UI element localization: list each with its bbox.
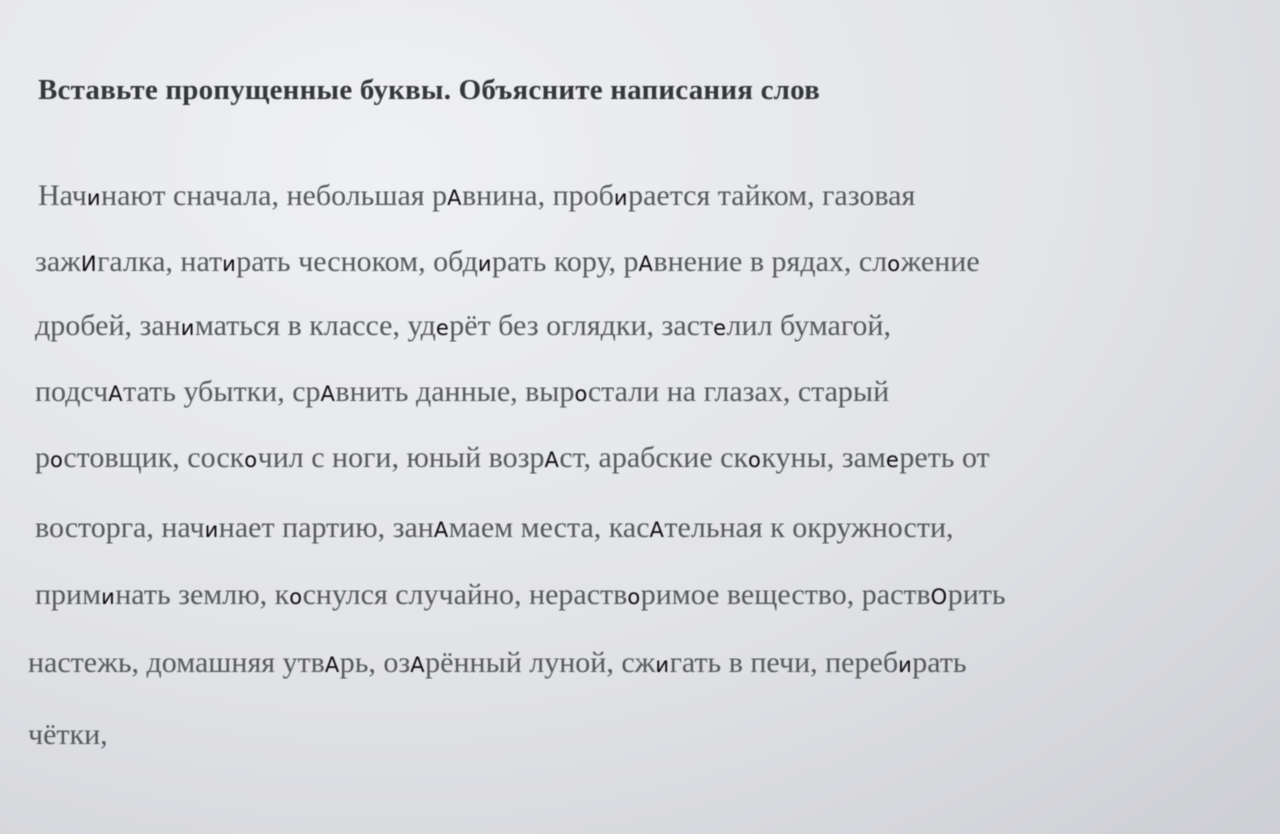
printed-text: настежь, домашняя утв [28, 646, 325, 679]
inserted-letter: И [80, 252, 98, 276]
inserted-letter: и [86, 186, 102, 210]
inserted-letter: о [289, 585, 303, 609]
printed-text: нает партию, зан [218, 511, 434, 544]
printed-text: куны, зам [761, 441, 886, 474]
inserted-letter: и [613, 186, 629, 210]
text-line [38, 179, 915, 213]
printed-text: тать убытки, ср [123, 375, 321, 408]
printed-text: маться в классе, уд [194, 309, 436, 342]
printed-text: нать землю, к [115, 578, 290, 611]
printed-text: рённый луной, сж [425, 646, 656, 679]
inserted-letter: А [544, 448, 560, 472]
inserted-letter: и [101, 585, 116, 609]
inserted-letter: А [410, 653, 426, 677]
printed-text: чил с ноги, юный возр [257, 441, 545, 474]
printed-text: рать [912, 646, 967, 679]
inserted-letter: о [244, 448, 258, 472]
text-line [28, 718, 108, 752]
printed-text: снулся случайно, нераств [302, 578, 628, 611]
printed-text: рить [947, 578, 1006, 611]
printed-text: внить данные, выр [335, 375, 575, 408]
printed-text: ст, арабские ск [559, 441, 749, 474]
printed-text: Нач [38, 179, 87, 212]
printed-text: маем места, кас [448, 511, 650, 544]
inserted-letter: о [887, 252, 901, 276]
printed-text: жение [900, 245, 980, 278]
text-line [35, 375, 889, 409]
inserted-letter: о [574, 382, 588, 406]
printed-text: галка, нат [97, 245, 223, 278]
printed-text: дробей, зан [35, 309, 181, 342]
inserted-letter: е [435, 316, 450, 340]
printed-text: р [35, 441, 50, 474]
text-line [35, 245, 980, 279]
text-line [35, 441, 990, 475]
inserted-letter: и [898, 653, 913, 677]
printed-text: рать чесноком, обд [236, 245, 478, 278]
inserted-letter: и [222, 252, 237, 276]
inserted-letter: о [50, 448, 64, 472]
inserted-letter: А [108, 382, 124, 406]
inserted-letter: и [204, 518, 219, 542]
printed-text: внение в рядах, сл [653, 245, 888, 278]
inserted-letter: и [655, 653, 670, 677]
printed-text: лил бумагой, [726, 309, 891, 342]
inserted-letter: А [324, 653, 340, 677]
inserted-letter: А [649, 518, 665, 542]
printed-text: рь, оз [339, 646, 411, 679]
inserted-letter: А [447, 186, 462, 210]
inserted-letter: о [748, 448, 762, 472]
inserted-letter: и [180, 316, 195, 340]
printed-text: восторга, нач [35, 511, 205, 544]
inserted-letter: о [627, 585, 641, 609]
printed-text: гать в печи, переб [669, 646, 899, 679]
printed-text: стали на глазах, старый [587, 375, 890, 408]
inserted-letter: А [433, 518, 449, 542]
inserted-letter: е [885, 448, 900, 472]
text-line [35, 511, 954, 545]
text-line [35, 309, 891, 343]
printed-text: внина, проб [461, 179, 614, 212]
inserted-letter: О [930, 585, 948, 609]
printed-text: рёт без оглядки, заст [449, 309, 714, 342]
inserted-letter: е [713, 316, 727, 340]
printed-text: прим [35, 578, 102, 611]
text-line [35, 578, 1006, 612]
inserted-letter: А [638, 252, 654, 276]
text-line [28, 646, 967, 680]
printed-text: римое вещество, раств [640, 578, 931, 611]
printed-text: тельная к окружности, [664, 511, 954, 544]
printed-text: чётки, [28, 718, 108, 751]
printed-text: рать кору, р [492, 245, 639, 278]
printed-text: стовщик, соск [63, 441, 245, 474]
printed-text: реть от [899, 441, 990, 474]
printed-text: нают сначала, небольшая р [101, 179, 448, 212]
printed-text: заж [35, 245, 81, 278]
printed-text: рается тайком, газовая [628, 179, 916, 212]
task-heading: Вставьте пропущенные буквы. Объясните написания слов [38, 74, 820, 106]
inserted-letter: А [320, 382, 336, 406]
inserted-letter: и [477, 252, 493, 276]
printed-text: подсч [35, 375, 109, 408]
